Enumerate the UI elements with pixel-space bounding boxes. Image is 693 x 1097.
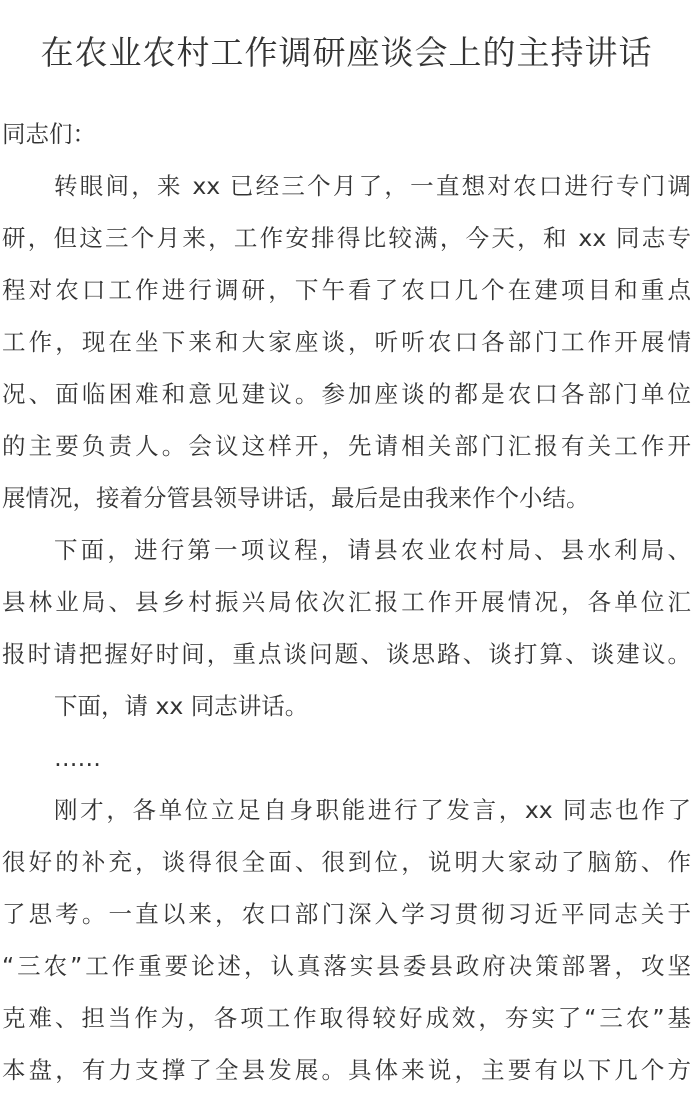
paragraph-line: 报时请把握好时间，重点谈问题、谈思路、谈打算、谈建议。 xyxy=(2,640,691,668)
paragraph-line: 工作，现在坐下来和大家座谈，听听农口各部门工作开展情 xyxy=(2,328,691,356)
paragraph-line: 克难、担当作为，各项工作取得较好成效，夯实了“三农”基 xyxy=(2,1004,691,1032)
paragraph-line: 刚才，各单位立足自身职能进行了发言，xx 同志也作了 xyxy=(54,796,691,824)
salutation-line: 同志们： xyxy=(2,120,96,148)
paragraph-line: 县林业局、县乡村振兴局依次汇报工作开展情况，各单位汇 xyxy=(2,588,691,616)
paragraph-line: 的主要负责人。会议这样开，先请相关部门汇报有关工作开 xyxy=(2,432,691,460)
paragraph-line: 很好的补充，谈得很全面、很到位，说明大家动了脑筋、作 xyxy=(2,848,691,876)
ellipsis-line: …… xyxy=(54,744,101,772)
paragraph-line: 研，但这三个月来，工作安排得比较满，今天，和 xx 同志专 xyxy=(2,224,691,252)
paragraph-line: 展情况，接着分管县领导讲话，最后是由我来作个小结。 xyxy=(2,484,590,512)
paragraph-line: 程对农口工作进行调研，下午看了农口几个在建项目和重点 xyxy=(2,276,691,304)
paragraph-line: 下面，进行第一项议程，请县农业农村局、县水利局、 xyxy=(54,536,691,564)
paragraph-line: 了思考。一直以来，农口部门深入学习贯彻习近平同志关于 xyxy=(2,900,691,928)
paragraph-line: 本盘，有力支撑了全县发展。具体来说，主要有以下几个方 xyxy=(2,1056,691,1084)
paragraph-line: 下面，请 xx 同志讲话。 xyxy=(54,692,309,720)
document-body xyxy=(2,108,691,1096)
paragraph-line: 况、面临困难和意见建议。参加座谈的都是农口各部门单位 xyxy=(2,380,691,408)
paragraph-line: 转眼间，来 xx 已经三个月了，一直想对农口进行专门调 xyxy=(54,172,691,200)
document-title: 在农业农村工作调研座谈会上的主持讲话 xyxy=(40,33,653,72)
paragraph-line: “三农”工作重要论述，认真落实县委县政府决策部署，攻坚 xyxy=(2,952,691,980)
